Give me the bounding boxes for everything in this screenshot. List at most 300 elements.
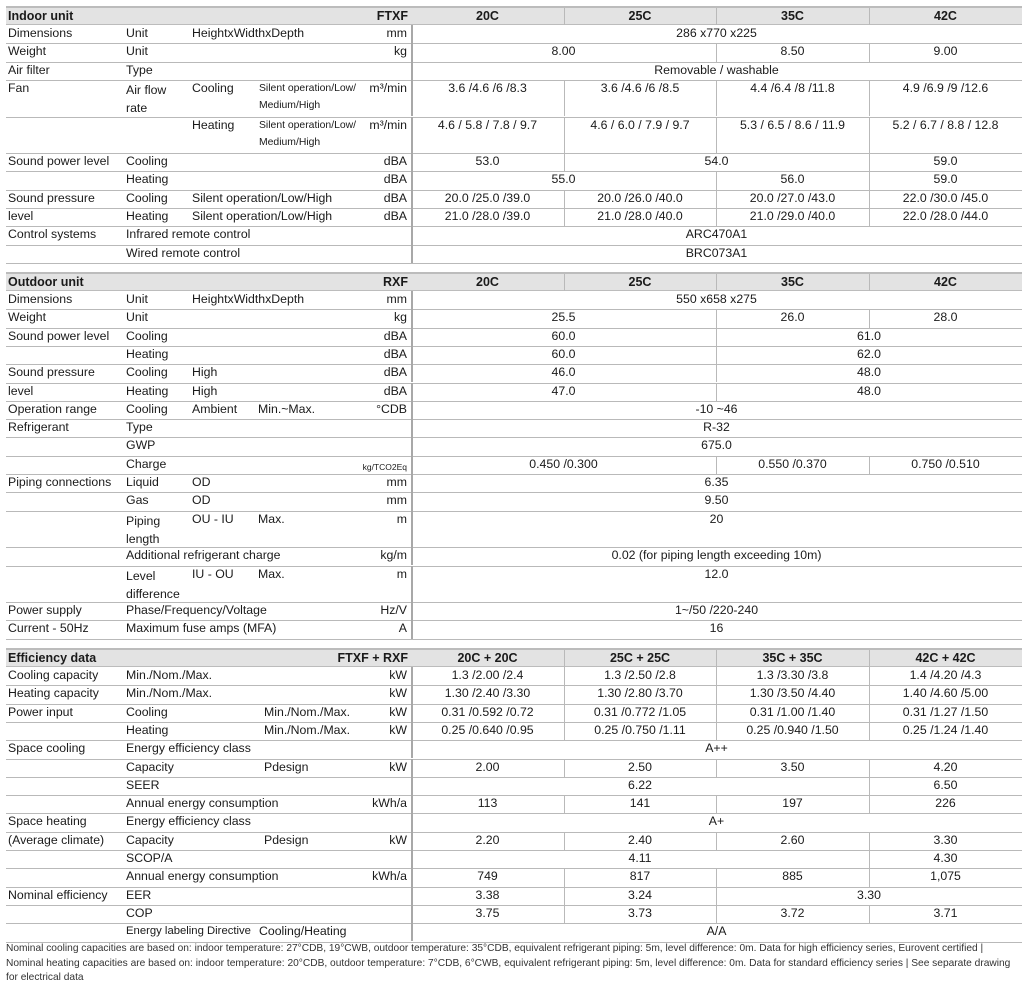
- value-cell: 6.22: [628, 777, 652, 792]
- column-divider: [564, 153, 565, 171]
- row-parameter: Type: [126, 62, 153, 77]
- row-parameter: Annual energy consumption: [126, 869, 279, 884]
- row-unit: dBA: [383, 190, 407, 205]
- value-cell: 3.50: [780, 759, 805, 774]
- value-cell: 2.60: [780, 832, 805, 847]
- column-divider: [869, 456, 870, 474]
- column-divider: [869, 685, 870, 703]
- row-category: Dimensions: [8, 26, 73, 40]
- column-divider: [716, 328, 717, 346]
- row-sub-condition: Silent operation/Low/ Medium/High: [259, 82, 357, 111]
- column-divider: [716, 722, 717, 740]
- row-unit: m: [396, 511, 407, 526]
- column-divider: [716, 704, 717, 722]
- row-parameter: Charge: [126, 456, 167, 471]
- table-row: [6, 923, 1022, 941]
- table-row: [6, 208, 1022, 226]
- value-cell: 3.6 /4.6 /6 /8.5: [600, 80, 680, 95]
- row-parameter: Heating: [126, 346, 169, 361]
- value-cell: 8.50: [780, 44, 805, 59]
- value-cell: 4.11: [628, 851, 652, 865]
- value-cell: 5.2 / 6.7 / 8.8 / 12.8: [892, 117, 999, 132]
- column-divider: [869, 190, 870, 208]
- model-column-header: 20C: [476, 9, 499, 23]
- row-category: (Average climate): [8, 832, 105, 847]
- value-cell: 8.00: [551, 44, 576, 59]
- table-row: [6, 328, 1022, 346]
- row-parameter: Min./Nom./Max.: [126, 686, 213, 701]
- row-category: Refrigerant: [8, 420, 69, 435]
- value-cell: 21.0 /29.0 /40.0: [749, 209, 836, 223]
- row-unit: m³/min: [369, 117, 407, 132]
- row-unit: °CDB: [376, 401, 407, 416]
- value-cell: 25.5: [551, 310, 576, 325]
- column-divider: [716, 208, 717, 226]
- row-unit: kg: [394, 310, 407, 325]
- value-cell: 21.0 /28.0 /40.0: [597, 209, 683, 223]
- table-row: [6, 813, 1022, 831]
- row-parameter: SCOP/A: [126, 851, 173, 865]
- section-title: Indoor unit: [8, 9, 74, 23]
- value-cell: 1.40 /4.60 /5.00: [902, 686, 989, 701]
- column-divider: [869, 650, 870, 667]
- value-cell: 61.0: [857, 328, 881, 343]
- column-divider: [869, 667, 870, 685]
- value-cell: 48.0: [857, 383, 881, 398]
- value-cell: A++: [705, 741, 728, 756]
- label-divider: [411, 383, 413, 401]
- value-cell: 1.30 /2.80 /3.70: [597, 686, 683, 701]
- row-sub-condition: Silent operation/Low/ Medium/High: [259, 119, 357, 148]
- table-row: [6, 171, 1022, 189]
- row-category: Sound power level: [8, 328, 110, 343]
- value-cell: 817: [629, 869, 651, 884]
- row-condition: Pdesign: [264, 759, 309, 774]
- value-cell: 3.30: [933, 832, 958, 847]
- column-divider: [564, 905, 565, 923]
- column-divider: [716, 667, 717, 685]
- row-condition: High: [192, 365, 218, 380]
- row-unit: kW: [389, 759, 407, 774]
- label-divider: [411, 62, 413, 80]
- row-condition: Min./Nom./Max.: [264, 722, 351, 737]
- value-cell: 1.3 /3.30 /3.8: [756, 668, 829, 682]
- row-parameter: EER: [126, 887, 152, 902]
- column-divider: [869, 777, 870, 795]
- column-divider: [716, 274, 717, 291]
- column-divider: [564, 8, 565, 25]
- row-condition: HeightxWidthxDepth: [192, 292, 305, 306]
- value-cell: 5.3 / 6.5 / 8.6 / 11.9: [739, 117, 846, 132]
- value-cell: 4.20: [933, 759, 958, 774]
- value-cell: 113: [477, 796, 498, 811]
- column-divider: [564, 832, 565, 850]
- row-category: Power supply: [8, 603, 82, 618]
- row-category: level: [8, 383, 34, 398]
- table-row: [6, 667, 1022, 685]
- row-category: Air filter: [8, 62, 50, 77]
- row-separator: [6, 263, 1022, 264]
- table-row: [6, 474, 1022, 492]
- row-parameter: Unit: [126, 44, 148, 59]
- row-parameter: Maximum fuse amps (MFA): [126, 621, 277, 636]
- column-divider: [564, 117, 565, 154]
- table-row: [6, 777, 1022, 795]
- column-divider: [716, 759, 717, 777]
- label-divider: [411, 153, 413, 171]
- value-cell: 0.25 /0.940 /1.50: [746, 722, 839, 737]
- row-separator: [6, 639, 1022, 640]
- row-parameter: Type: [126, 420, 153, 435]
- column-divider: [564, 759, 565, 777]
- row-parameter: GWP: [126, 438, 156, 453]
- column-divider: [869, 868, 870, 886]
- row-parameter: Unit: [126, 292, 148, 306]
- column-divider: [716, 795, 717, 813]
- row-parameter: Heating: [126, 722, 169, 737]
- value-cell: 0.750 /0.510: [911, 456, 980, 471]
- row-parameter: Gas: [126, 493, 149, 508]
- row-parameter: Capacity: [126, 759, 174, 774]
- label-divider: [411, 419, 413, 437]
- column-divider: [869, 171, 870, 189]
- row-parameter: Cooling: [126, 328, 168, 343]
- value-cell: 0.31 /0.772 /1.05: [593, 704, 687, 719]
- value-cell: 1~/50 /220-240: [674, 603, 759, 618]
- value-cell: 4.9 /6.9 /9 /12.6: [902, 80, 989, 95]
- row-parameter: Heating: [126, 172, 169, 187]
- section-header: [6, 648, 1022, 667]
- row-condition: Ambient: [192, 401, 238, 416]
- value-cell: 3.38: [475, 887, 500, 902]
- value-cell: 16: [709, 621, 724, 636]
- series-label: FTXF + RXF: [337, 651, 408, 665]
- table-row: [6, 25, 1022, 43]
- column-divider: [564, 208, 565, 226]
- table-row: [6, 704, 1022, 722]
- label-divider: [411, 868, 413, 886]
- value-cell: 550 x658 x275: [676, 292, 757, 306]
- table-row: [6, 492, 1022, 510]
- value-cell: 12.0: [704, 566, 729, 581]
- table-row: [6, 245, 1022, 263]
- value-cell: 1.30 /2.40 /3.30: [444, 686, 531, 701]
- value-cell: A/A: [706, 924, 727, 939]
- value-cell: 59.0: [933, 154, 958, 169]
- row-parameter: Energy efficiency class: [126, 741, 251, 756]
- column-divider: [564, 274, 565, 291]
- row-category: Sound pressure: [8, 365, 95, 380]
- column-divider: [716, 309, 717, 327]
- column-divider: [716, 685, 717, 703]
- value-cell: 46.0: [551, 365, 576, 380]
- label-divider: [411, 437, 413, 455]
- column-divider: [716, 8, 717, 25]
- value-cell: 4.30: [933, 851, 958, 865]
- section-header: [6, 272, 1022, 291]
- label-divider: [411, 566, 413, 603]
- row-parameter: Piping length: [126, 513, 161, 546]
- column-divider: [716, 117, 717, 154]
- column-divider: [869, 905, 870, 923]
- value-cell: 21.0 /28.0 /39.0: [444, 209, 531, 223]
- value-cell: 3.72: [780, 905, 805, 920]
- column-divider: [716, 346, 717, 364]
- row-unit: dBA: [383, 346, 407, 361]
- value-cell: 54.0: [704, 154, 729, 169]
- row-parameter: SEER: [126, 777, 160, 792]
- value-cell: 48.0: [857, 365, 881, 380]
- label-divider: [411, 685, 413, 703]
- value-cell: 3.71: [933, 905, 958, 920]
- column-divider: [716, 650, 717, 667]
- column-divider: [564, 650, 565, 667]
- table-row: [6, 62, 1022, 80]
- row-parameter: Annual energy consumption: [126, 796, 279, 811]
- row-parameter: Heating: [126, 209, 169, 223]
- row-unit: dBA: [383, 383, 407, 398]
- row-unit: mm: [386, 292, 407, 306]
- value-cell: 0.31 /0.592 /0.72: [441, 704, 534, 719]
- table-row: [6, 401, 1022, 419]
- row-parameter: Cooling: [126, 190, 168, 205]
- table-row: [6, 346, 1022, 364]
- label-divider: [411, 25, 413, 43]
- row-category: Piping connections: [8, 475, 112, 489]
- row-parameter: Cooling: [126, 401, 168, 416]
- value-cell: 2.20: [475, 832, 500, 847]
- value-cell: 26.0: [780, 310, 805, 325]
- value-cell: 3.30: [857, 887, 881, 902]
- model-column-header: 25C: [628, 275, 652, 289]
- column-divider: [869, 208, 870, 226]
- label-divider: [411, 759, 413, 777]
- row-condition: OD: [192, 475, 211, 489]
- row-parameter: Unit: [126, 26, 148, 40]
- model-column-header: 20C + 20C: [457, 651, 518, 665]
- row-extra: Max.: [258, 511, 285, 526]
- table-row: [6, 795, 1022, 813]
- row-unit: Hz/V: [380, 603, 407, 618]
- table-row: [6, 740, 1022, 758]
- table-row: [6, 905, 1022, 923]
- label-divider: [411, 456, 413, 474]
- column-divider: [716, 905, 717, 923]
- row-category: Nominal efficiency: [8, 887, 108, 902]
- row-unit: kWh/a: [372, 796, 407, 811]
- column-divider: [564, 795, 565, 813]
- row-category: Weight: [8, 44, 47, 59]
- row-parameter: Energy labeling Directive: [126, 925, 251, 938]
- label-divider: [411, 492, 413, 510]
- value-cell: 1.4 /4.20 /4.3: [909, 668, 982, 682]
- label-divider: [411, 208, 413, 226]
- table-row: [6, 832, 1022, 850]
- column-divider: [716, 171, 717, 189]
- table-row: [6, 868, 1022, 886]
- value-cell: 286 x770 x225: [676, 26, 757, 40]
- value-cell: 1.3 /2.00 /2.4: [451, 668, 524, 682]
- row-condition: IU - OU: [192, 566, 234, 581]
- row-parameter: Cooling: [126, 365, 168, 380]
- column-divider: [869, 117, 870, 154]
- column-divider: [564, 80, 565, 117]
- row-condition: Pdesign: [264, 832, 309, 847]
- column-divider: [716, 190, 717, 208]
- column-divider: [716, 868, 717, 886]
- table-row: [6, 685, 1022, 703]
- value-cell: 1.30 /3.50 /4.40: [749, 686, 836, 701]
- row-unit: dBA: [383, 328, 407, 343]
- column-divider: [716, 364, 717, 382]
- value-cell: 22.0 /30.0 /45.0: [902, 190, 989, 205]
- row-unit: m: [396, 566, 407, 581]
- column-divider: [869, 759, 870, 777]
- label-divider: [411, 328, 413, 346]
- value-cell: 1.3 /2.50 /2.8: [604, 668, 676, 682]
- column-divider: [716, 80, 717, 117]
- value-cell: 197: [782, 796, 803, 811]
- value-cell: 0.25 /0.750 /1.11: [594, 722, 686, 737]
- value-cell: 0.02 (for piping length exceeding 10m): [611, 548, 822, 563]
- label-divider: [411, 704, 413, 722]
- label-divider: [411, 547, 413, 565]
- row-unit: kW: [389, 704, 407, 719]
- label-divider: [411, 474, 413, 492]
- value-cell: 4.6 / 5.8 / 7.8 / 9.7: [437, 117, 538, 132]
- label-divider: [411, 309, 413, 327]
- row-category: Weight: [8, 310, 47, 325]
- model-column-header: 42C: [934, 275, 957, 289]
- model-column-header: 35C: [781, 9, 804, 23]
- label-divider: [411, 245, 413, 263]
- table-row: [6, 383, 1022, 401]
- value-cell: 59.0: [933, 172, 958, 187]
- label-divider: [411, 80, 413, 117]
- value-cell: 0.450 /0.300: [529, 456, 598, 471]
- series-label: FTXF: [376, 9, 408, 23]
- row-extra: Cooling/Heating: [259, 924, 347, 939]
- row-unit: kW: [389, 832, 407, 847]
- row-category: Sound pressure: [8, 190, 95, 205]
- value-cell: 60.0: [551, 346, 576, 361]
- value-cell: 2.50: [628, 759, 652, 774]
- table-row: [6, 43, 1022, 61]
- table-row: [6, 364, 1022, 382]
- column-divider: [869, 309, 870, 327]
- row-parameter: Min./Nom./Max.: [126, 668, 213, 682]
- column-divider: [869, 850, 870, 868]
- row-category: Space cooling: [8, 741, 86, 756]
- table-row: [6, 190, 1022, 208]
- row-category: Power input: [8, 704, 73, 719]
- row-unit: kW: [389, 686, 407, 701]
- label-divider: [411, 923, 413, 941]
- value-cell: 4.6 / 6.0 / 7.9 / 9.7: [590, 117, 690, 132]
- row-unit: dBA: [383, 365, 407, 380]
- column-divider: [564, 685, 565, 703]
- column-divider: [564, 887, 565, 905]
- row-condition: Min./Nom./Max.: [264, 704, 351, 719]
- row-parameter: COP: [126, 905, 153, 920]
- value-cell: 2.00: [475, 759, 500, 774]
- value-cell: 4.4 /6.4 /8 /11.8: [750, 80, 835, 95]
- value-cell: 47.0: [551, 383, 576, 398]
- column-divider: [869, 8, 870, 25]
- row-category: level: [8, 209, 34, 223]
- value-cell: 53.0: [475, 154, 500, 169]
- column-divider: [564, 190, 565, 208]
- label-divider: [411, 43, 413, 61]
- value-cell: R-32: [703, 420, 730, 435]
- table-row: [6, 226, 1022, 244]
- value-cell: 0.25 /1.24 /1.40: [902, 722, 989, 737]
- value-cell: 28.0: [933, 310, 958, 325]
- model-column-header: 35C + 35C: [762, 651, 823, 665]
- row-unit: kg/TCO2Eq: [362, 461, 407, 472]
- label-divider: [411, 291, 413, 309]
- table-row: [6, 620, 1022, 638]
- table-row: [6, 437, 1022, 455]
- value-cell: 226: [935, 796, 956, 811]
- footnote: Nominal cooling capacities are based on: indoor temperature: 27°CDB, 19°CWB, outdoor temperature: 35°CDB, equivalent refrigerant piping: 5m, level difference: 0m. Data for high efficiency series, Eurovent certified | Nominal heating capacities are based on: indoor temperature: 20°CDB, outdoor temperature: 7°CDB, 6°CWB, equivalent refrigerant piping: 5m, level difference: 0m. Data for standard efficiency series | See separate drawing for electrical data: [6, 943, 1011, 983]
- series-label: RXF: [383, 275, 408, 289]
- row-parameter: Liquid: [126, 475, 159, 489]
- value-cell: -10 ~46: [695, 401, 738, 416]
- value-cell: BRC073A1: [685, 245, 748, 260]
- row-parameter: Phase/Frequency/Voltage: [126, 603, 267, 618]
- section-header: [6, 6, 1022, 25]
- row-parameter: Wired remote control: [126, 245, 241, 260]
- value-cell: 141: [629, 796, 651, 811]
- row-condition: Silent operation/Low/High: [192, 209, 333, 223]
- row-unit: mm: [386, 493, 407, 508]
- label-divider: [411, 620, 413, 638]
- value-cell: 62.0: [857, 346, 881, 361]
- row-parameter: Unit: [126, 310, 148, 325]
- row-extra: Max.: [258, 566, 285, 581]
- value-cell: 0.31 /1.27 /1.50: [902, 704, 989, 719]
- row-condition: Silent operation/Low/High: [192, 190, 333, 205]
- row-condition: Cooling: [192, 80, 234, 95]
- row-unit: A: [398, 621, 407, 636]
- value-cell: 20.0 /25.0 /39.0: [444, 190, 531, 205]
- value-cell: 0.31 /1.00 /1.40: [749, 704, 836, 719]
- label-divider: [411, 667, 413, 685]
- row-extra: Min.~Max.: [258, 401, 316, 416]
- label-divider: [411, 511, 413, 548]
- table-row: [6, 117, 1022, 154]
- column-divider: [716, 383, 717, 401]
- value-cell: 3.6 /4.6 /6 /8.3: [448, 80, 527, 95]
- column-divider: [869, 832, 870, 850]
- row-category: Current - 50Hz: [8, 621, 89, 636]
- row-parameter: Heating: [126, 383, 169, 398]
- table-row: [6, 511, 1022, 548]
- row-parameter: Energy efficiency class: [126, 814, 251, 829]
- row-unit: kWh/a: [372, 869, 407, 884]
- row-condition: OU - IU: [192, 511, 234, 526]
- value-cell: Removable / washable: [654, 62, 779, 77]
- column-divider: [869, 274, 870, 291]
- value-cell: 60.0: [551, 328, 576, 343]
- label-divider: [411, 602, 413, 620]
- table-row: [6, 309, 1022, 327]
- column-divider: [869, 43, 870, 61]
- row-condition: OD: [192, 493, 211, 508]
- row-parameter: Cooling: [126, 704, 168, 719]
- column-divider: [564, 667, 565, 685]
